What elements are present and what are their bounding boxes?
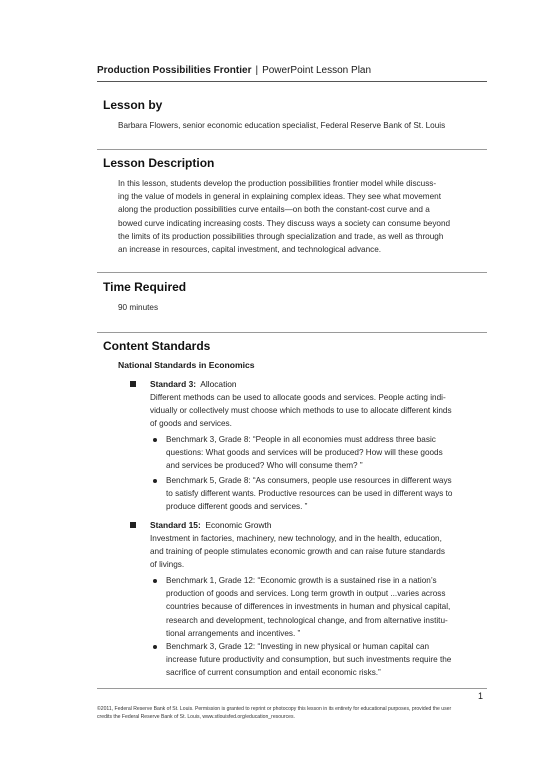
section-divider — [97, 272, 487, 273]
text-line: and services be produced? Who will consume them? ” — [166, 461, 363, 471]
text-line: Benchmark 1, Grade 12: “Economic growth is a sustained rise in a nation’s — [166, 576, 437, 585]
footer-line: ©2011, Federal Reserve Bank of St. Louis. Permission is granted to reprint or photocopy this lesson in its entirety for educational purposes, provided the user — [97, 706, 452, 712]
standard-name: Allocation — [200, 379, 237, 389]
footer-line: credits the Federal Reserve Bank of St. Louis, www.stlouisfed.org/education_resources. — [97, 714, 295, 720]
lesson-by-text: Barbara Flowers, senior economic education specialist, Federal Reserve Bank of St. Louis — [118, 121, 446, 130]
footer-rule — [97, 688, 487, 689]
standard-name: Economic Growth — [205, 520, 272, 530]
text-line: research and development, technological change, and from alternative institu- — [166, 615, 448, 625]
text-line: the limits of its production possibilities through specialization and trade, as well as through — [118, 231, 444, 241]
text-line: Benchmark 3, Grade 8: “People in all economies must address three basic — [166, 435, 436, 444]
standard-title — [150, 378, 237, 390]
standard-description — [150, 391, 486, 431]
lesson-description-heading: Lesson Description — [103, 156, 215, 170]
benchmark-item — [166, 574, 486, 640]
text-line: of livings. — [150, 560, 185, 570]
page-number: 1 — [478, 691, 484, 701]
text-line: Benchmark 3, Grade 12: “Investing in new physical or human capital can — [166, 642, 430, 651]
text-line: Investment in factories, machinery, new technology, and in the health, education, — [150, 534, 442, 543]
text-line: Benchmark 5, Grade 8: “As consumers, people use resources in different ways — [166, 476, 452, 485]
text-line: of goods and services. — [150, 419, 232, 429]
standard-description — [150, 532, 486, 572]
header-title: Production Possibilities Frontier — [97, 65, 252, 76]
section-divider — [97, 332, 487, 333]
text-line: ing the value of models in general in explaining complex ideas. They see what movement — [118, 192, 441, 202]
text-line: bowed curve indicating increasing costs. They discuss ways a society can consume beyond — [118, 218, 451, 228]
text-line: sacrifice of current consumption and entail economic risks.” — [166, 668, 381, 678]
text-line: tional arrangements and incentives. ” — [166, 628, 301, 638]
lesson-description-text — [118, 177, 486, 256]
benchmark-item — [166, 433, 486, 473]
header-rule — [97, 81, 487, 82]
bullet-icon — [153, 438, 157, 442]
bullet-icon — [153, 479, 157, 483]
lesson-by-heading: Lesson by — [103, 98, 163, 112]
text-line: produce different goods and services. ” — [166, 502, 308, 512]
benchmark-item — [166, 474, 486, 514]
copyright-footer — [97, 705, 489, 721]
text-line: increase future productivity and consumption, but such investments require the — [166, 655, 452, 665]
text-line: vidually or collectively must choose which methods to use to allocate different kinds — [150, 406, 452, 416]
content-standards-heading: Content Standards — [103, 339, 211, 353]
bullet-icon — [153, 645, 157, 649]
header-subtitle: PowerPoint Lesson Plan — [262, 65, 372, 76]
text-line: and training of people stimulates economic growth and can raise future standards — [150, 547, 445, 557]
text-line: production of goods and services. Long term growth in output ...varies across — [166, 589, 446, 599]
time-required-text: 90 minutes — [118, 303, 159, 312]
text-line: In this lesson, students develop the production possibilities frontier model while discuss- — [118, 179, 437, 188]
section-divider — [97, 149, 487, 150]
standard-label: Standard 15: — [150, 520, 201, 530]
standard-title — [150, 519, 271, 531]
header-separator: | — [255, 65, 259, 76]
page-header — [97, 64, 487, 78]
standard-label: Standard 3: — [150, 379, 197, 389]
text-line: along the production possibilities curve entails—on both the constant-cost curve and a — [118, 205, 430, 215]
text-line: countries because of differences in investments in human and physical capital, — [166, 602, 451, 612]
standards-subheading: National Standards in Economics — [118, 360, 255, 370]
time-required-heading: Time Required — [103, 280, 187, 294]
bullet-icon — [153, 579, 157, 583]
text-line: an increase in resources, capital investment, and technological advance. — [118, 245, 382, 255]
text-line: Different methods can be used to allocate goods and services. People acting indi- — [150, 393, 446, 402]
square-bullet-icon — [130, 522, 136, 528]
text-line: questions: What goods and services will be produced? How will these goods — [166, 448, 443, 458]
benchmark-item — [166, 640, 486, 680]
text-line: to satisfy different wants. Productive resources can be used in different ways to — [166, 489, 453, 499]
square-bullet-icon — [130, 381, 136, 387]
